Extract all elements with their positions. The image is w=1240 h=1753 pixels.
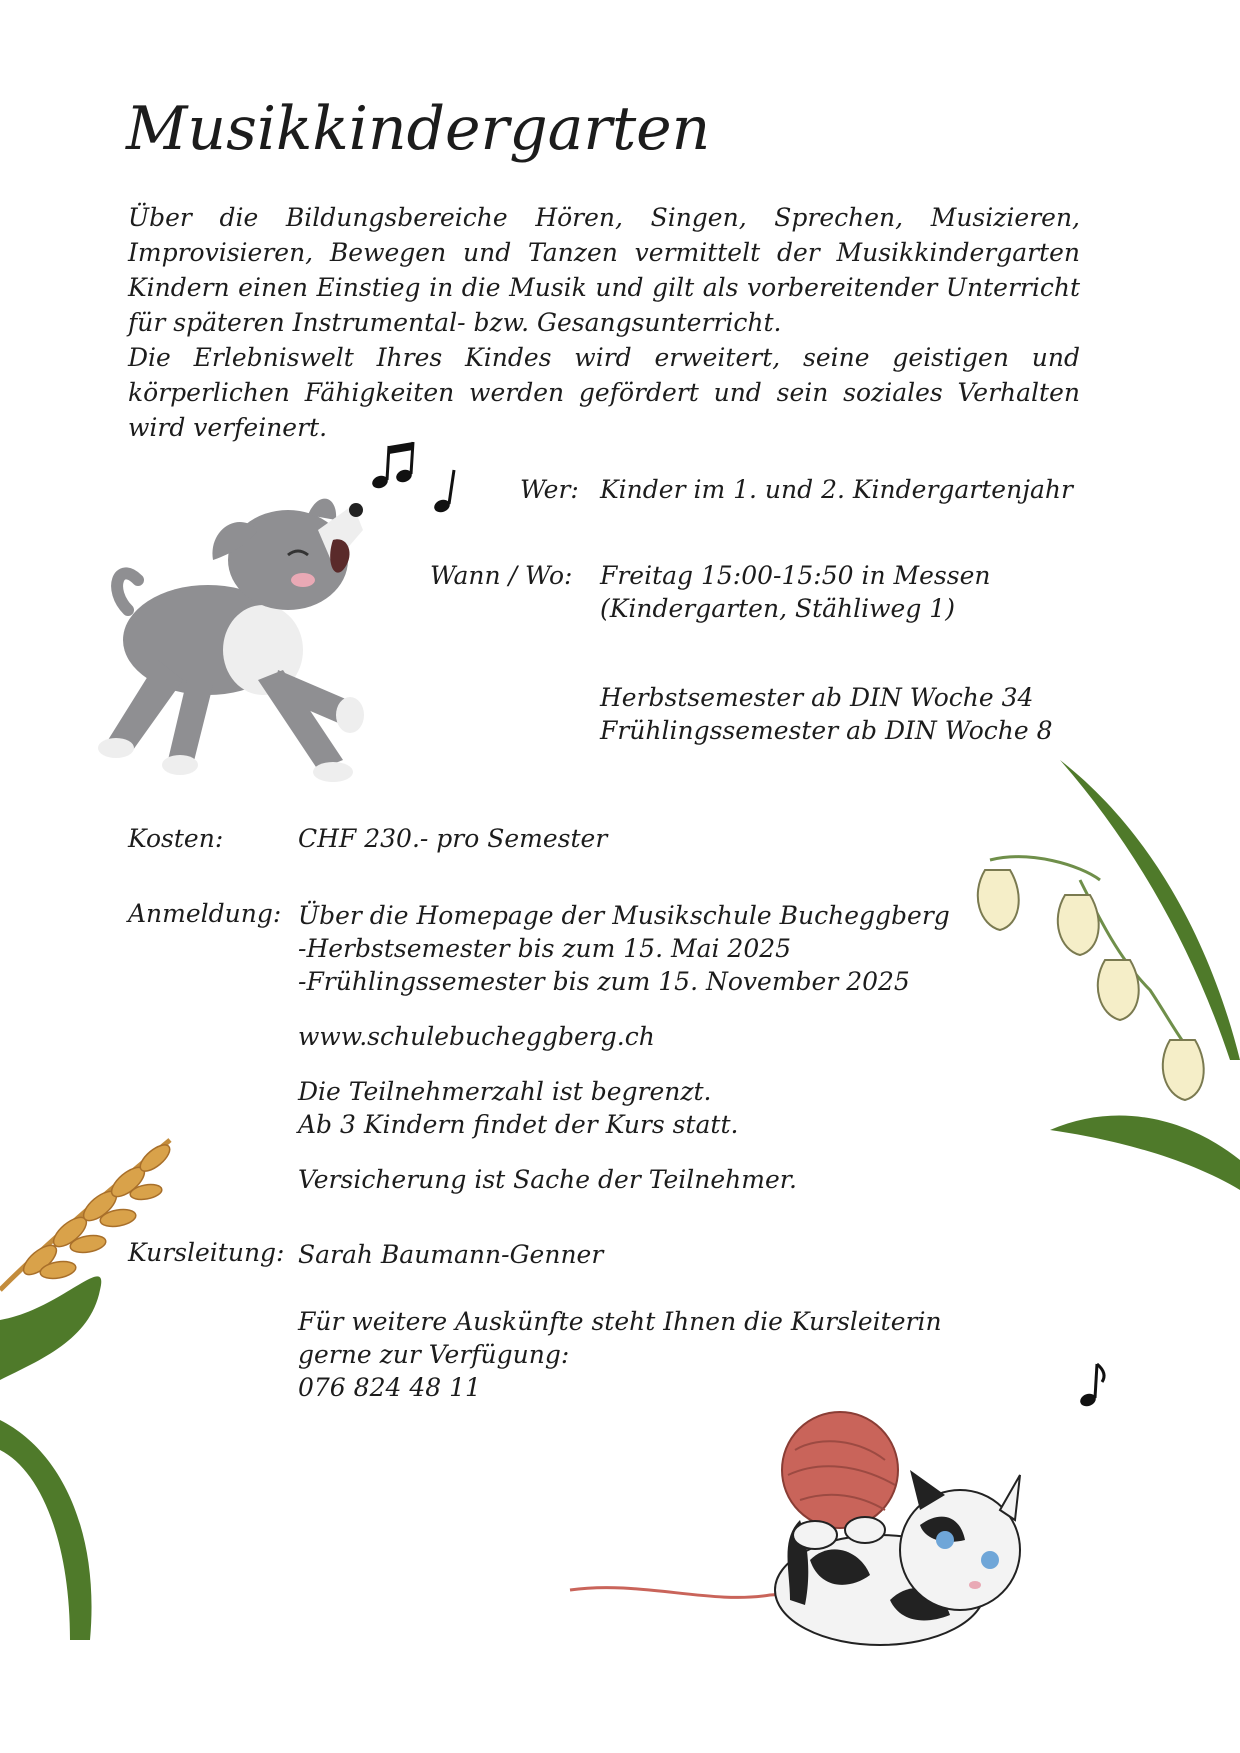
wer-label: Wer: <box>520 475 579 504</box>
insurance-note: Versicherung ist Sache der Teilnehmer. <box>298 1165 797 1194</box>
website-link[interactable]: www.schulebucheggberg.ch <box>298 1022 655 1051</box>
kursleitung-label: Kursleitung: <box>128 1238 285 1267</box>
anmeldung-line-3: -Frühlingssemester bis zum 15. November 2025 <box>298 967 910 996</box>
wann-line-2: (Kindergarten, Stähliweg 1) <box>600 594 955 623</box>
dog-illustration <box>88 490 388 810</box>
anmeldung-value <box>298 899 950 1196</box>
info-line-1: Für weitere Auskünfte steht Ihnen die Kursleiterin <box>298 1307 942 1336</box>
wheat-stalk <box>0 1120 210 1650</box>
intro-paragraph-2: Die Erlebniswelt Ihres Kindes wird erweitert, seine geistigen und körperlichen Fähigkeiten werden gefördert und sein soziales Verhalten wird verfeinert. <box>128 343 1080 442</box>
kursleitung-name: Sarah Baumann-Genner <box>298 1240 604 1269</box>
phone-number[interactable]: 076 824 48 11 <box>298 1373 481 1402</box>
minimum-note: Ab 3 Kindern findet der Kurs statt. <box>298 1110 739 1139</box>
anmeldung-line-1: Über die Homepage der Musikschule Bucheggberg <box>298 901 950 930</box>
kosten-label: Kosten: <box>128 824 224 853</box>
kosten-value: CHF 230.- pro Semester <box>298 824 608 853</box>
participants-note: Die Teilnehmerzahl ist begrenzt. <box>298 1077 712 1106</box>
wann-label: Wann / Wo: <box>430 561 573 590</box>
page-title: Musikkindergarten <box>126 94 711 164</box>
wann-value <box>600 559 990 625</box>
snowdrop-flowers <box>970 720 1240 1220</box>
intro-paragraph-1: Über die Bildungsbereiche Hören, Singen, Sprechen, Musizieren, Improvisieren, Bewegen und Tanzen vermittelt der Musikkindergarten Kindern einen Einstieg in die Musik und gilt als vorbereitender Unterricht für späteren Instrumental- bzw. Gesangsunterricht. <box>128 203 1080 337</box>
kursleitung-value <box>298 1238 942 1404</box>
wer-value: Kinder im 1. und 2. Kindergartenjahr <box>600 475 1073 504</box>
cat-illustration <box>560 1400 1220 1660</box>
anmeldung-label: Anmeldung: <box>128 899 282 928</box>
info-line-2: gerne zur Verfügung: <box>298 1340 570 1369</box>
wann-line-1: Freitag 15:00-15:50 in Messen <box>600 561 991 590</box>
fruehlingssemester-line: Frühlingssemester ab DIN Woche 8 <box>600 716 1053 745</box>
anmeldung-line-2: -Herbstsemester bis zum 15. Mai 2025 <box>298 934 792 963</box>
herbstsemester-line: Herbstsemester ab DIN Woche 34 <box>600 683 1034 712</box>
intro-text <box>128 200 1080 445</box>
